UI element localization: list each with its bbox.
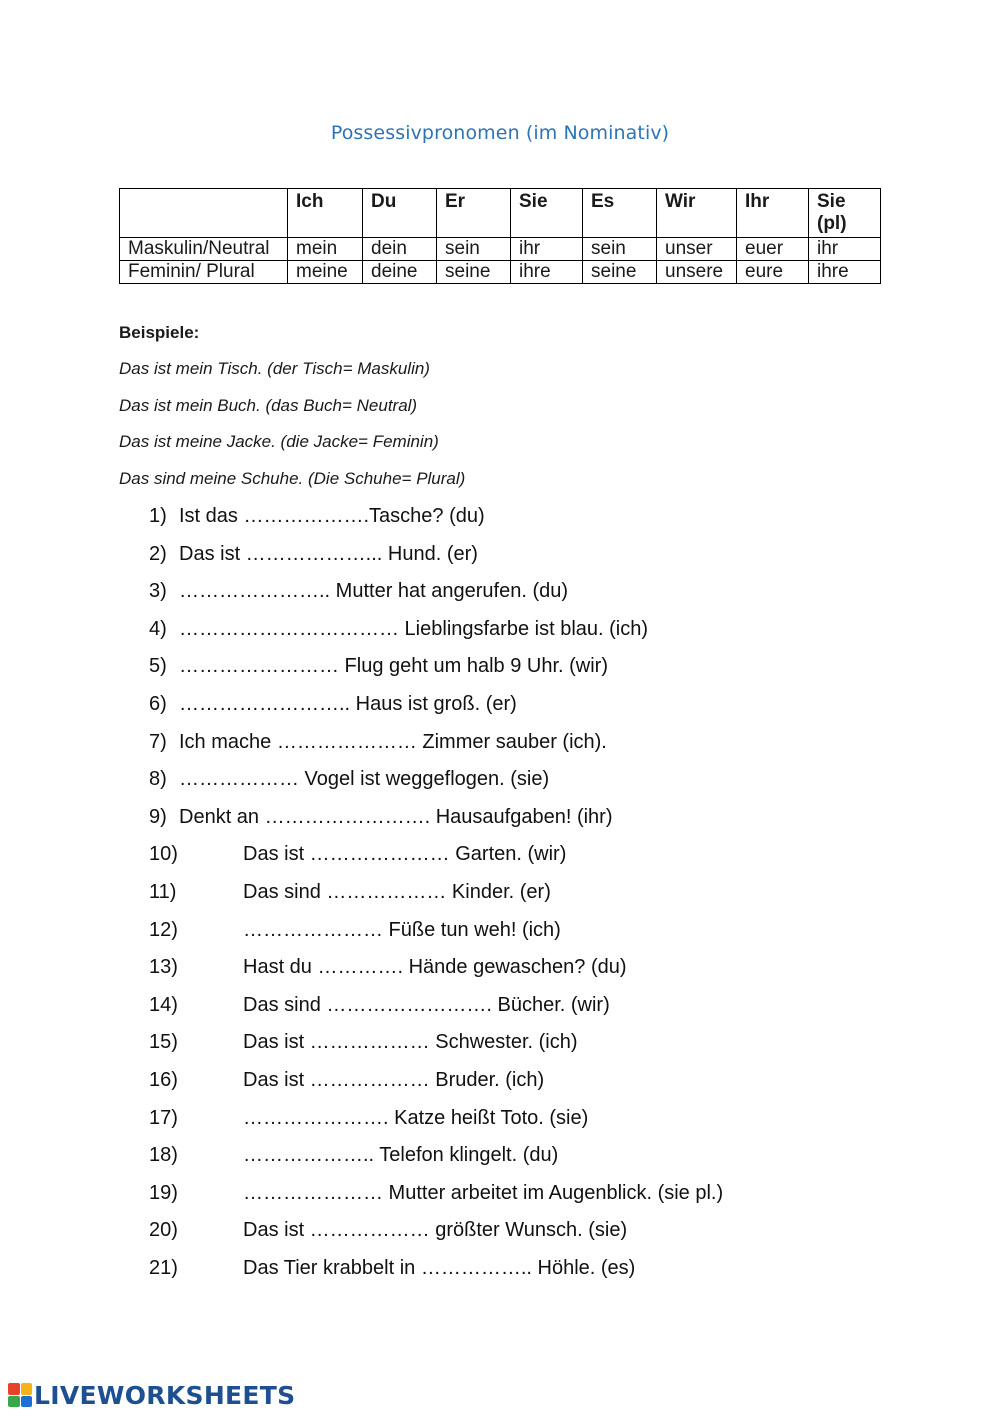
exercise-item	[149, 1219, 627, 1242]
exercise-text[interactable]: ……………….. Telefon klingelt. (du)	[243, 1144, 559, 1166]
exercise-text[interactable]: Das ist ………………... Hund. (er)	[179, 543, 478, 565]
table-cell: ihr	[809, 238, 881, 261]
table-cell: mein	[288, 238, 363, 261]
pronoun-table	[119, 188, 881, 284]
example-sentence: Das ist meine Jacke. (die Jacke= Feminin)	[119, 432, 439, 451]
exercise-number: 14)	[149, 994, 178, 1016]
exercise-item	[149, 543, 478, 566]
exercise-number: 8)	[149, 768, 167, 790]
exercise-item	[149, 1031, 578, 1054]
exercise-item	[149, 1144, 558, 1167]
exercise-number: 15)	[149, 1031, 178, 1053]
exercise-text[interactable]: Ist das ……………….Tasche? (du)	[179, 505, 485, 527]
table-cell: unser	[657, 238, 737, 261]
exercise-item	[149, 994, 610, 1017]
table-cell: euer	[737, 238, 809, 261]
exercise-text[interactable]: Das sind ……………… Kinder. (er)	[243, 881, 551, 903]
exercise-item	[149, 881, 551, 904]
table-header-cell: Wir	[657, 189, 737, 238]
exercise-text[interactable]: …………………. Katze heißt Toto. (sie)	[243, 1107, 589, 1129]
exercise-item	[149, 693, 517, 716]
exercise-item	[149, 843, 566, 866]
example-sentence: Das sind meine Schuhe. (Die Schuhe= Plural)	[119, 469, 466, 488]
exercise-item	[149, 1069, 544, 1092]
table-cell: meine	[288, 261, 363, 284]
exercise-text[interactable]: Das ist ……………… größter Wunsch. (sie)	[243, 1219, 628, 1241]
exercise-number: 17)	[149, 1107, 178, 1129]
exercise-number: 13)	[149, 956, 178, 978]
exercise-text[interactable]: ………………… Füße tun weh! (ich)	[243, 919, 561, 941]
exercise-number: 21)	[149, 1257, 178, 1279]
table-header-cell: Er	[437, 189, 511, 238]
exercise-text[interactable]: ………………….. Mutter hat angerufen. (du)	[179, 580, 569, 602]
exercise-text[interactable]: Das ist ………………… Garten. (wir)	[243, 843, 567, 865]
exercise-number: 19)	[149, 1182, 178, 1204]
exercise-item	[149, 806, 613, 829]
exercise-number: 20)	[149, 1219, 178, 1241]
exercise-item	[149, 618, 648, 641]
exercise-text[interactable]: Hast du …………. Hände gewaschen? (du)	[243, 956, 627, 978]
table-cell: deine	[363, 261, 437, 284]
table-cell: ihre	[511, 261, 583, 284]
table-cell: seine	[437, 261, 511, 284]
table-cell: Maskulin/Neutral	[120, 238, 288, 261]
table-cell: seine	[583, 261, 657, 284]
logo-text: LIVEWORKSHEETS	[34, 1380, 296, 1410]
exercise-item	[149, 580, 568, 603]
exercise-text[interactable]: …………………….. Haus ist groß. (er)	[179, 693, 517, 715]
page-title: Possessivpronomen (im Nominativ)	[330, 122, 670, 144]
exercise-number: 3)	[149, 580, 167, 602]
table-header-cell	[120, 189, 288, 238]
exercise-number: 6)	[149, 693, 167, 715]
exercise-number: 9)	[149, 806, 167, 828]
exercise-text[interactable]: Das sind ……………………. Bücher. (wir)	[243, 994, 610, 1016]
table-header-cell: Sie (pl)	[809, 189, 881, 238]
table-cell: Feminin/ Plural	[120, 261, 288, 284]
exercise-number: 12)	[149, 919, 178, 941]
exercise-number: 5)	[149, 655, 167, 677]
exercise-number: 2)	[149, 543, 167, 565]
exercise-number: 1)	[149, 505, 167, 527]
table-cell: eure	[737, 261, 809, 284]
exercise-text[interactable]: Das Tier krabbelt in …………….. Höhle. (es)	[243, 1257, 636, 1279]
table-cell: sein	[583, 238, 657, 261]
table-cell: dein	[363, 238, 437, 261]
table-cell: sein	[437, 238, 511, 261]
exercise-text[interactable]: Denkt an ……………………. Hausaufgaben! (ihr)	[179, 806, 613, 828]
table-header-cell: Du	[363, 189, 437, 238]
exercise-text[interactable]: ……………… Vogel ist weggeflogen. (sie)	[179, 768, 550, 790]
table-header-cell: Es	[583, 189, 657, 238]
exercise-number: 11)	[149, 881, 177, 903]
exercise-text[interactable]: …………………………… Lieblingsfarbe ist blau. (ich)	[179, 618, 649, 640]
table-header-cell: Ich	[288, 189, 363, 238]
exercise-item	[149, 768, 549, 791]
exercise-number: 7)	[149, 731, 167, 753]
examples-heading: Beispiele:	[119, 323, 200, 342]
exercise-text[interactable]: Das ist ……………… Bruder. (ich)	[243, 1069, 545, 1091]
exercise-text[interactable]: …………………… Flug geht um halb 9 Uhr. (wir)	[179, 655, 608, 677]
exercise-item	[149, 731, 607, 754]
table-header-cell: Ihr	[737, 189, 809, 238]
table-cell: ihre	[809, 261, 881, 284]
table-row	[120, 238, 881, 261]
table-row	[120, 261, 881, 284]
exercise-item	[149, 505, 485, 528]
exercise-item	[149, 956, 627, 979]
table-header-cell: Sie	[511, 189, 583, 238]
table-cell: unsere	[657, 261, 737, 284]
example-sentence: Das ist mein Buch. (das Buch= Neutral)	[119, 396, 418, 415]
exercise-text[interactable]: Das ist ……………… Schwester. (ich)	[243, 1031, 578, 1053]
exercise-item	[149, 919, 561, 942]
exercise-number: 16)	[149, 1069, 178, 1091]
exercise-item	[149, 655, 608, 678]
exercise-number: 18)	[149, 1144, 178, 1166]
exercise-item	[149, 1257, 635, 1280]
exercise-text[interactable]: Ich mache ………………… Zimmer sauber (ich).	[179, 731, 607, 753]
exercise-number: 4)	[149, 618, 167, 640]
liveworksheets-logo[interactable]	[8, 1380, 295, 1410]
exercise-item	[149, 1107, 588, 1130]
exercise-item	[149, 1182, 723, 1205]
table-cell: ihr	[511, 238, 583, 261]
table-header-row	[120, 189, 881, 238]
logo-mark-icon	[8, 1383, 32, 1407]
exercise-text[interactable]: ………………… Mutter arbeitet im Augenblick. (sie pl.)	[243, 1182, 724, 1204]
example-sentence: Das ist mein Tisch. (der Tisch= Maskulin)	[119, 359, 430, 378]
exercise-number: 10)	[149, 843, 178, 865]
